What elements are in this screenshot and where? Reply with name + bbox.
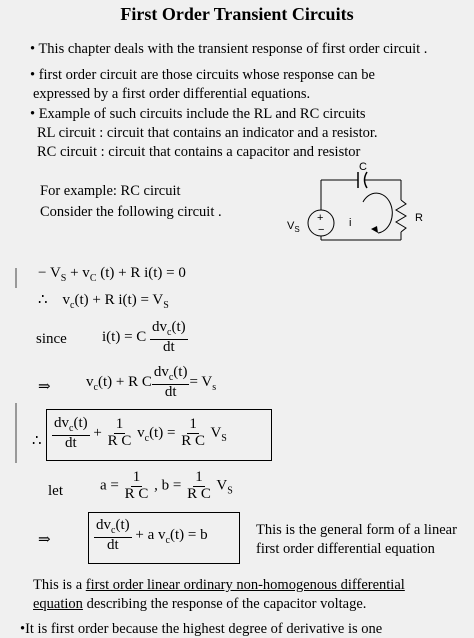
closing-line1: This is a first order linear ordinary non-homogenous differential <box>33 577 405 593</box>
page-title: First Order Transient Circuits <box>120 4 354 24</box>
source-label: $V_S$ <box>287 220 300 234</box>
closing-line3: •It is first order because the highest degree of derivative is one <box>20 621 383 637</box>
therefore-symbol: ∴ <box>32 433 42 449</box>
since-label: since <box>36 331 67 347</box>
let-label: let <box>48 483 63 499</box>
equation-substituted: $v_c(t) + R$ C $\frac{dv_c(t)}{dt}$ = $V_s$ <box>86 364 217 400</box>
bullet-rl-circuit: RL circuit : circuit that contains an indicator and a resistor. <box>37 125 378 141</box>
resistor-symbol <box>396 200 406 232</box>
equation-normalized: $\frac{dv_c(t)}{dt}$ + $\frac{1}{\text{R C}}$ $v_c(t)$ = $\frac{1}{\text{R C}}$ $V_S$ <box>54 415 227 451</box>
source-minus-sign: − <box>318 224 325 236</box>
capacitor-label: C <box>359 161 367 173</box>
rc-circuit-diagram <box>283 158 433 253</box>
margin-bar-1 <box>15 268 17 288</box>
current-label: i <box>349 217 352 229</box>
equation-let-ab: a = $\frac{1}{\text{R C}}$ , b = $\frac{1}{\text{R C}}$ $V_S$ <box>100 469 233 502</box>
equation-general-form: $\frac{dv_c(t)}{dt}$ + a $v_c(t) = b$ <box>96 517 208 553</box>
closing-line2: equation describing the response of the capacitor voltage. <box>33 596 367 612</box>
equation-vc: ∴ $v_c(t) + R$ $i(t) = V_S$ <box>38 292 169 311</box>
example-line1: For example: RC circuit <box>40 183 181 199</box>
resistor-label: R <box>415 212 423 224</box>
bullet-examples-line1: • Example of such circuits include the RL and RC circuits <box>30 106 366 122</box>
margin-bar-2 <box>15 403 17 463</box>
current-arrowhead-icon <box>371 226 378 233</box>
bullet-rc-circuit: RC circuit : circuit that contains a capacitor and resistor <box>37 144 361 160</box>
general-form-note-line2: first order differential equation <box>256 541 435 557</box>
bullet-first-order-line1: • first order circuit are those circuits whose response can be <box>30 67 375 83</box>
general-form-note-line1: This is the general form of a linear <box>256 522 457 538</box>
implies-symbol-1: ⇒ <box>38 379 51 395</box>
example-line2: Consider the following circuit . <box>40 204 222 220</box>
current-loop-arrow <box>363 193 392 233</box>
equation-kvl: − $V_S + v_C$ (t) + R i(t) = 0 <box>38 265 186 284</box>
bullet-chapter: • This chapter deals with the transient response of first order circuit . <box>30 41 428 57</box>
implies-symbol-2: ⇒ <box>38 532 51 548</box>
bullet-first-order-line2: expressed by a first order differential equations. <box>33 86 311 102</box>
equation-current: i(t) = C $\frac{dv_c(t)}{dt}$ <box>102 319 186 355</box>
source-plus-sign: + <box>317 212 324 224</box>
